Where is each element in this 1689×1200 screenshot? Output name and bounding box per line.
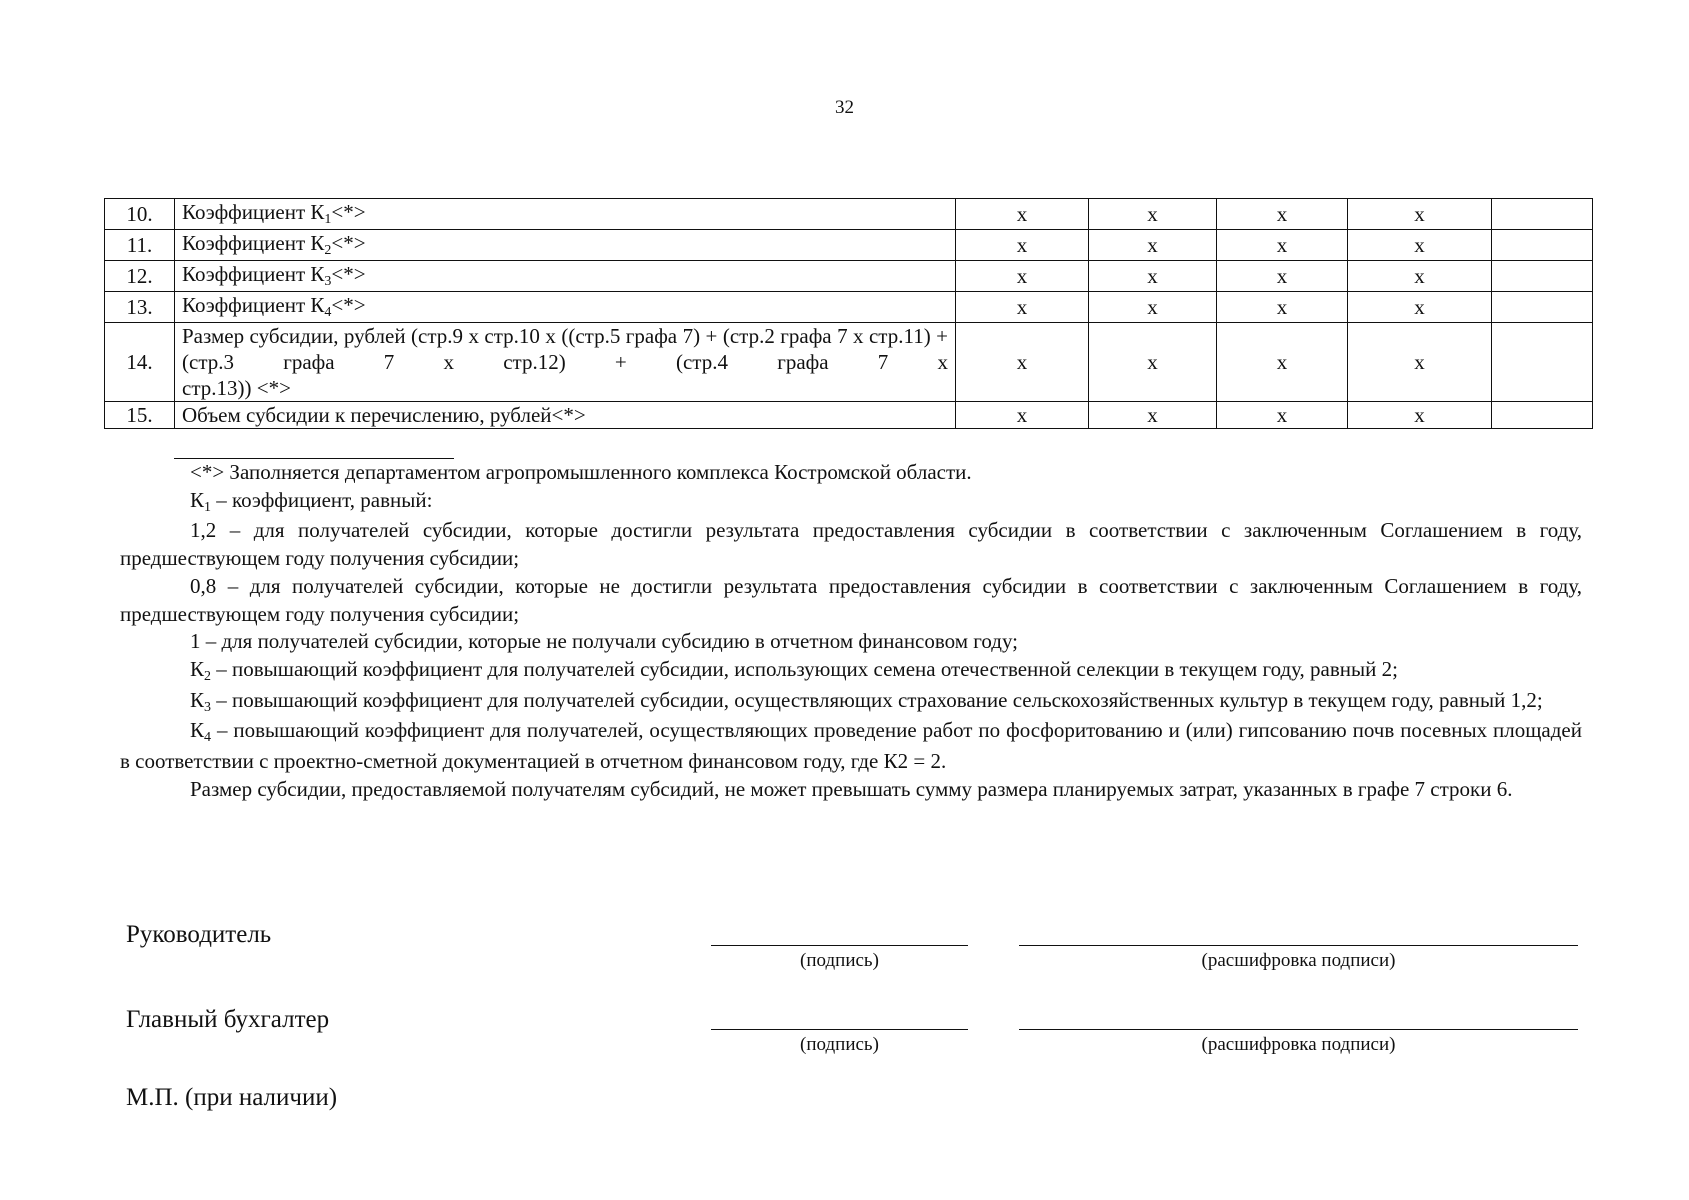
director-decoding-caption: (расшифровка подписи)	[1201, 950, 1396, 971]
value-cell: x	[1089, 261, 1217, 292]
k1-value-1-2: 1,2 – для получателей субсидии, которые достигли результата предоставления субсидии в соответствии с заключенным Соглашением в году, предшествующем году получения субсидии;	[120, 518, 1582, 571]
table-row	[105, 230, 1593, 261]
value-cell: x	[956, 402, 1089, 429]
director-label: Руководитель	[126, 921, 272, 948]
value-cell: x	[1217, 261, 1348, 292]
row-name: Коэффициент К2<*>	[175, 230, 956, 261]
table-row	[105, 261, 1593, 292]
value-cell	[1492, 292, 1593, 323]
value-cell: x	[956, 292, 1089, 323]
value-cell: x	[1348, 323, 1492, 402]
table-row	[105, 292, 1593, 323]
row-number: 10.	[105, 199, 175, 230]
row-name: Коэффициент К4<*>	[175, 292, 956, 323]
k3-definition: К3 – повышающий коэффициент для получателей субсидии, осуществляющих страхование сельскохозяйственных культур в текущем году, равный 1,2;	[190, 687, 1543, 715]
row-number: 11.	[105, 230, 175, 261]
director-signature-line[interactable]	[711, 945, 968, 946]
value-cell: x	[1348, 199, 1492, 230]
k1-definition: К1 – коэффициент, равный:	[190, 487, 433, 515]
director-decoding-line[interactable]	[1019, 945, 1578, 946]
value-cell	[1492, 199, 1593, 230]
value-cell	[1492, 261, 1593, 292]
accountant-decoding-caption: (расшифровка подписи)	[1201, 1034, 1396, 1055]
row-name: Коэффициент К1<*>	[175, 199, 956, 230]
value-cell: x	[956, 323, 1089, 402]
accountant-signature-caption: (подпись)	[800, 1034, 879, 1055]
value-cell: x	[1217, 323, 1348, 402]
value-cell: x	[956, 230, 1089, 261]
seal-label: М.П. (при наличии)	[126, 1084, 338, 1111]
accountant-signature-line[interactable]	[711, 1029, 968, 1030]
value-cell	[1492, 230, 1593, 261]
row-number: 15.	[105, 402, 175, 429]
k1-value-1: 1 – для получателей субсидии, которые не получали субсидию в отчетном финансовом году;	[190, 629, 1019, 654]
row-name: Объем субсидии к перечислению, рублей<*>	[175, 402, 956, 429]
subsidy-limit-note: Размер субсидии, предоставляемой получателям субсидий, не может превышать сумму размера планируемых затрат, указанных в графе 7 строки 6.	[190, 776, 1513, 801]
value-cell: x	[1217, 402, 1348, 429]
row-name: Размер субсидии, рублей (стр.9 x стр.10 x ((стр.5 графа 7) + (стр.2 графа 7 x стр.11) + (стр.3 графа 7 x стр.12) + (стр.4 графа 7 x стр.13)) <*>	[175, 323, 956, 402]
value-cell: x	[1089, 230, 1217, 261]
value-cell: x	[1089, 199, 1217, 230]
table-row	[105, 323, 1593, 402]
k1-value-0-8: 0,8 – для получателей субсидии, которые не достигли результата предоставления субсидии в соответствии с заключенным Соглашением в году, предшествующем году получения субсидии;	[120, 573, 1582, 626]
row-number: 12.	[105, 261, 175, 292]
value-cell: x	[1089, 402, 1217, 429]
value-cell: x	[1348, 402, 1492, 429]
value-cell	[1492, 402, 1593, 429]
accountant-decoding-line[interactable]	[1019, 1029, 1578, 1030]
coefficients-table	[104, 198, 1593, 429]
accountant-label: Главный бухгалтер	[126, 1006, 330, 1033]
value-cell: x	[1089, 292, 1217, 323]
notes-block	[120, 459, 1582, 803]
value-cell: x	[1217, 199, 1348, 230]
row-name: Коэффициент К3<*>	[175, 261, 956, 292]
value-cell: x	[1348, 230, 1492, 261]
director-signature-caption: (подпись)	[800, 950, 879, 971]
value-cell: x	[1217, 292, 1348, 323]
row-number: 13.	[105, 292, 175, 323]
page-number: 32	[835, 97, 854, 118]
row-number: 14.	[105, 323, 175, 402]
table-row	[105, 199, 1593, 230]
value-cell	[1492, 323, 1593, 402]
k2-definition: К2 – повышающий коэффициент для получателей субсидии, использующих семена отечественной селекции в текущем году, равный 2;	[190, 656, 1398, 684]
k4-definition: К4 – повышающий коэффициент для получателей, осуществляющих проведение работ по фосфоритованию и (или) гипсованию почв посевных площадей в соответствии с проектно-сметной документацией в отчетном финансовом году, где К2 = 2.	[120, 718, 1582, 774]
value-cell: x	[1348, 292, 1492, 323]
value-cell: x	[1089, 323, 1217, 402]
value-cell: x	[1217, 230, 1348, 261]
value-cell: x	[1348, 261, 1492, 292]
footnote-text: <*> Заполняется департаментом агропромышленного комплекса Костромской области.	[190, 460, 972, 484]
value-cell: x	[956, 261, 1089, 292]
table-row	[105, 402, 1593, 429]
value-cell: x	[956, 199, 1089, 230]
